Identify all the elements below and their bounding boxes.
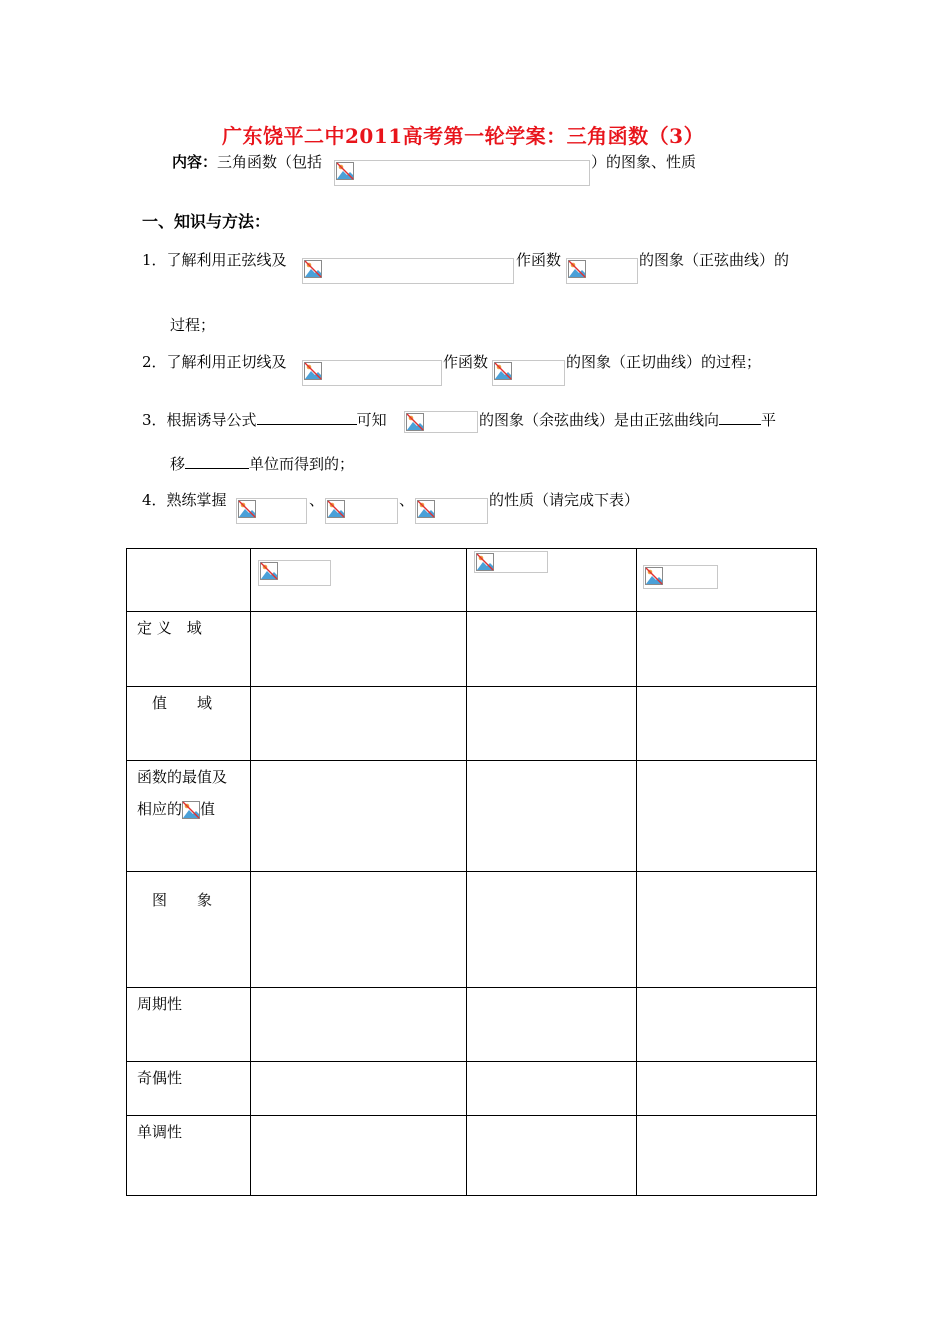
formula-image-placeholder [302,360,442,386]
broken-image-icon [568,260,586,278]
broken-image-icon [406,413,424,431]
table-cell [467,872,637,988]
content-text-after: ）的图象、性质 [591,153,697,171]
fill-blank [257,410,357,425]
item3-text3: 的图象（余弦曲线）是由正弦曲线向 [479,411,720,429]
item1-text1: 了解利用正弦线及 [166,251,287,269]
properties-table [126,548,817,1196]
table-header-cell [467,549,637,612]
item1-text3: 的图象（正弦曲线）的 [639,251,790,269]
item3-text2: 可知 [356,411,387,429]
item4-separator: 、 [309,491,325,509]
table-row [127,1062,817,1116]
table-row [127,761,817,872]
row-label: 奇偶性 [137,1069,183,1087]
formula-image-placeholder [643,565,718,589]
formula-image-placeholder [404,411,478,433]
formula-image-placeholder [492,360,565,386]
fill-blank [185,454,249,469]
row-label-cell [127,612,251,687]
row-label-cell [127,1116,251,1196]
item4-number: 4． [142,491,167,509]
table-row [127,988,817,1062]
formula-image-placeholder [415,498,488,524]
item2-text1: 了解利用正切线及 [166,353,287,371]
table-corner-cell [127,549,251,612]
table-cell [467,1062,637,1116]
item2-number: 2． [142,353,167,371]
table-header-row [127,549,817,612]
formula-image-placeholder [334,160,590,186]
table-cell [467,761,637,872]
section-heading: 一、知识与方法： [142,212,271,231]
item2-text3: 的图象（正切曲线）的过程； [566,353,762,371]
item3-number: 3． [142,411,167,429]
item3-text1: 根据诱导公式 [166,411,257,429]
row-label-line1: 函数的最值及 [137,768,228,786]
table-cell [251,612,467,687]
table-row [127,612,817,687]
formula-image-placeholder [236,498,307,524]
table-cell [251,1116,467,1196]
table-cell [637,612,817,687]
item4-text2: 的性质（请完成下表） [489,491,640,509]
formula-image-placeholder [182,801,200,819]
broken-image-icon [238,500,256,518]
broken-image-icon [260,562,278,580]
page-title: 广东饶平二中2011高考第一轮学案：三角函数（3） [222,124,705,148]
row-label: 值 域 [137,694,213,712]
table-cell [637,988,817,1062]
broken-image-icon [417,500,435,518]
item2-line [142,352,287,372]
table-cell [467,988,637,1062]
row-label: 图 象 [137,891,213,909]
item3-line-right [479,410,776,430]
item1-line [142,250,287,270]
table-row [127,687,817,761]
item4-line [142,490,227,510]
item4-separator: 、 [399,491,415,509]
broken-image-icon [182,801,200,819]
table-cell [637,1062,817,1116]
row-label-cell [127,1062,251,1116]
formula-image-placeholder [302,258,514,284]
table-cell [467,1116,637,1196]
item4-text1: 熟练掌握 [166,491,227,509]
item1-text2: 作函数 [516,251,562,269]
row-label: 单调性 [137,1123,183,1141]
formula-image-placeholder [258,560,331,586]
table-row [127,872,817,988]
broken-image-icon [476,553,494,571]
broken-image-icon [645,567,663,585]
row-label-line2-end: 值 [200,800,216,818]
row-label-cell [127,872,251,988]
item2-text2: 作函数 [443,353,489,371]
table-cell [467,612,637,687]
table-cell [251,872,467,988]
table-cell [637,872,817,988]
table-cell [467,687,637,761]
row-label-line2: 相应的 [137,800,183,818]
table-row [127,1116,817,1196]
item3-continuation [170,454,354,474]
table-header-cell [251,549,467,612]
row-label-cell [127,761,251,872]
item1-number: 1． [142,251,167,269]
broken-image-icon [336,162,354,180]
table-cell [251,761,467,872]
table-cell [637,687,817,761]
broken-image-icon [327,500,345,518]
content-text-before: 三角函数（包括 [217,153,323,171]
row-label-cell [127,988,251,1062]
broken-image-icon [494,362,512,380]
fill-blank [719,410,761,425]
row-label-cell [127,687,251,761]
broken-image-icon [304,260,322,278]
broken-image-icon [304,362,322,380]
item1-continuation: 过程； [170,316,216,334]
table-cell [637,761,817,872]
table-cell [251,988,467,1062]
item3-cont2: 单位而得到的； [249,455,355,473]
table-cell [251,1062,467,1116]
row-label [137,761,227,825]
table-cell [251,687,467,761]
item3-text4: 平 [761,411,777,429]
content-label: 内容： [172,153,218,171]
formula-image-placeholder [325,498,398,524]
content-line [172,152,322,172]
table-header-cell [637,549,817,612]
row-label: 定 义 域 [137,619,202,637]
row-label: 周期性 [137,995,183,1013]
item3-line [142,410,387,430]
formula-image-placeholder [474,551,548,573]
formula-image-placeholder [566,258,638,284]
item3-cont1: 移 [170,455,186,473]
table-cell [637,1116,817,1196]
